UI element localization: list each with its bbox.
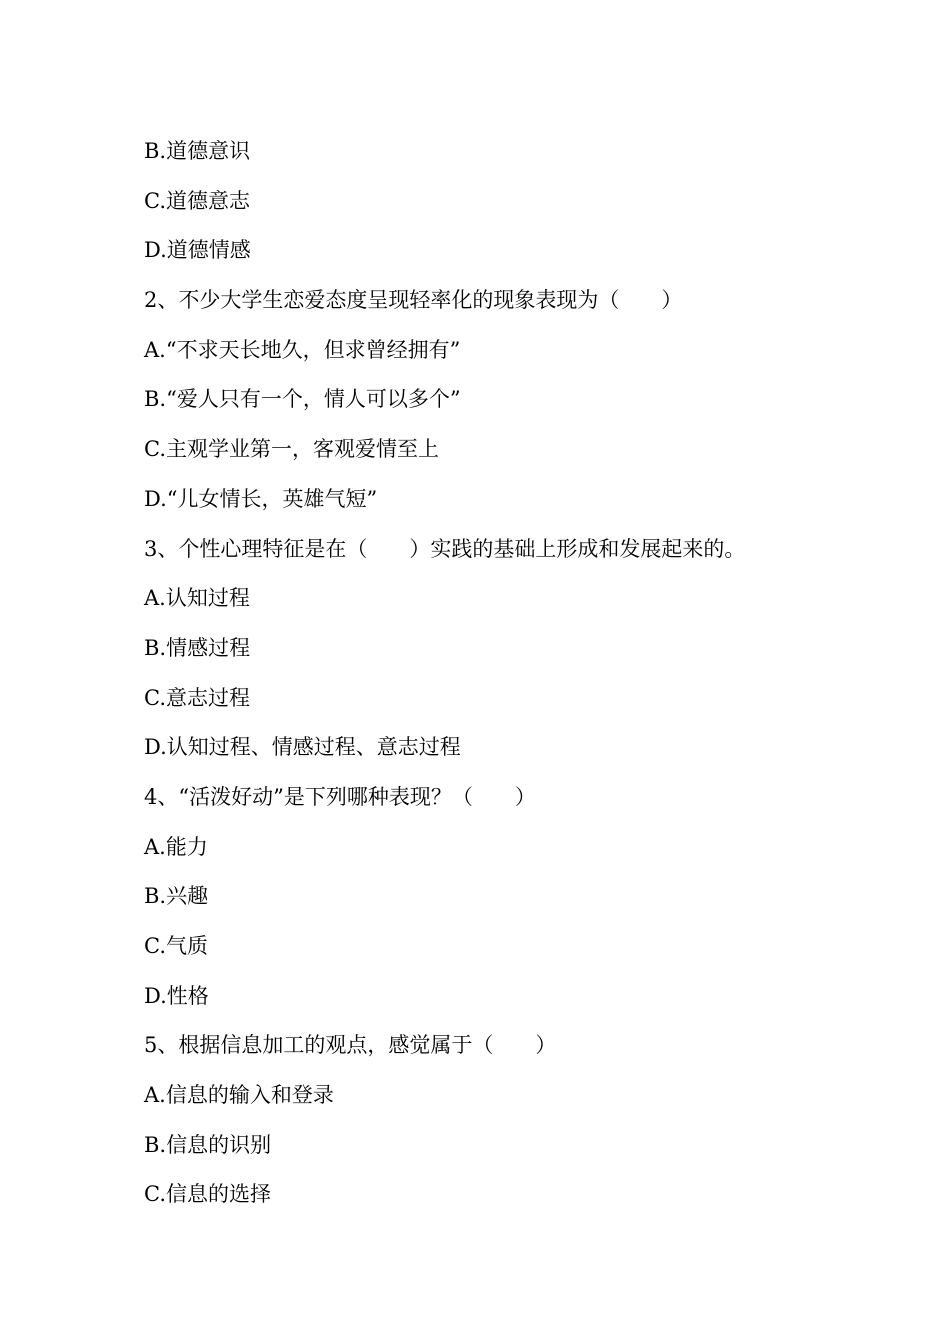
question-line: 4、“活泼好动”是下列哪种表现？（ ）: [144, 784, 536, 809]
option-line: B.道德意识: [144, 139, 251, 163]
question-line: 3、个性心理特征是在（ ）实践的基础上形成和发展起来的。: [144, 536, 746, 561]
question-line: 5、根据信息加工的观点，感觉属于（ ）: [144, 1033, 557, 1058]
option-line: C.主观学业第一，客观爱情至上: [144, 437, 439, 462]
option-line: D.“儿女情长，英雄气短”: [144, 486, 378, 511]
option-line: A.“不求天长地久，但求曾经拥有”: [144, 337, 461, 362]
option-line: C.意志过程: [144, 685, 250, 710]
option-line: C.信息的选择: [144, 1182, 271, 1207]
option-line: C.道德意志: [144, 188, 250, 213]
option-line: C.气质: [144, 934, 208, 958]
option-line: A.信息的输入和登录: [144, 1083, 334, 1108]
question-line: 2、不少大学生恋爱态度呈现轻率化的现象表现为（ ）: [144, 288, 683, 313]
option-line: B.兴趣: [144, 884, 209, 909]
option-line: A.能力: [144, 834, 208, 859]
option-line: A.认知过程: [144, 586, 250, 611]
option-line: D.性格: [144, 983, 209, 1008]
question-list: [144, 133, 924, 1226]
option-line: B.情感过程: [144, 635, 251, 660]
option-line: B.信息的识别: [144, 1132, 272, 1157]
option-line: D.道德情感: [144, 238, 251, 263]
option-line: B.“爱人只有一个，情人可以多个”: [144, 387, 461, 412]
option-line: D.认知过程、情感过程、意志过程: [144, 735, 461, 760]
